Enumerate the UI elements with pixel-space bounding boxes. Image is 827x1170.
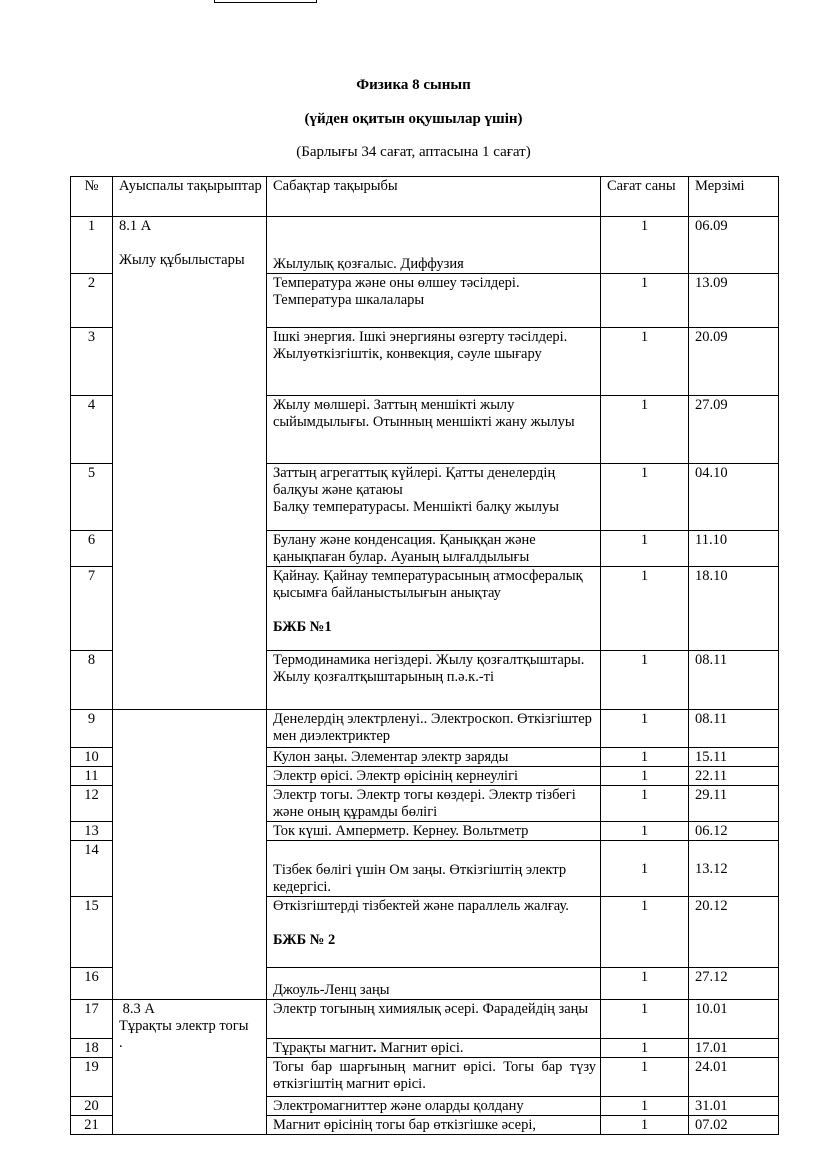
row-hours: 1 bbox=[601, 1058, 689, 1097]
row-topic bbox=[267, 567, 601, 651]
row-hours: 1 bbox=[601, 328, 689, 396]
row-topic: Термодинамика негіздері. Жылу қозғалтқыштары. Жылу қозғалтқыштарының п.ә.к.-ті bbox=[267, 651, 601, 710]
row-topic: Булану және конденсация. Қаныққан және қанықпаған булар. Ауаның ылғалдылығы bbox=[267, 531, 601, 567]
row-date: 08.11 bbox=[689, 651, 779, 710]
row-number: 6 bbox=[71, 531, 113, 567]
header-date: Мерзімі bbox=[689, 177, 779, 217]
row-topic: Электр тогының химиялық әсері. Фарадейдің заңы bbox=[267, 1000, 601, 1039]
row-topic: Электр тогы. Электр тогы көздері. Электр тізбегі және оның құрамды бөлігі bbox=[267, 786, 601, 822]
row-topic: Электр өрісі. Электр өрісінің кернеулігі bbox=[267, 767, 601, 786]
row-date: 04.10 bbox=[689, 464, 779, 531]
row-topic: Температура және оны өлшеу тәсілдері. Температура шкалалары bbox=[267, 274, 601, 328]
row-topic-part: Заттың агрегаттық күйлері. Қатты денелердің балқуы және қатаюы bbox=[273, 465, 556, 498]
row-date: 11.10 bbox=[689, 531, 779, 567]
row-hours: 1 bbox=[601, 767, 689, 786]
row-hours: 1 bbox=[601, 651, 689, 710]
row-topic-part: Тұрақты магнит bbox=[273, 1040, 373, 1056]
lesson-plan-table bbox=[70, 176, 779, 1135]
row-hours: 1 bbox=[601, 822, 689, 841]
header-topic: Сабақтар тақырыбы bbox=[267, 177, 601, 217]
section-label-text: 8.3 А bbox=[122, 1001, 155, 1017]
row-hours: 1 bbox=[601, 897, 689, 968]
row-number: 3 bbox=[71, 328, 113, 396]
row-hours: 1 bbox=[601, 531, 689, 567]
row-topic: Ток күші. Амперметр. Кернеу. Вольтметр bbox=[267, 822, 601, 841]
row-number: 13 bbox=[71, 822, 113, 841]
row-hours: 1 bbox=[601, 1039, 689, 1058]
row-topic bbox=[267, 1039, 601, 1058]
row-hours: 1 bbox=[601, 217, 689, 274]
row-date: 06.12 bbox=[689, 822, 779, 841]
header-section: Ауыспалы тақырыптар bbox=[113, 177, 267, 217]
row-date: 24.01 bbox=[689, 1058, 779, 1097]
row-date: 27.09 bbox=[689, 396, 779, 464]
table-row bbox=[71, 217, 779, 274]
row-date: 31.01 bbox=[689, 1097, 779, 1116]
row-hours: 1 bbox=[601, 274, 689, 328]
assessment-label: БЖБ №1 bbox=[273, 619, 332, 635]
row-date: 27.12 bbox=[689, 968, 779, 1000]
row-number: 12 bbox=[71, 786, 113, 822]
row-hours: 1 bbox=[601, 968, 689, 1000]
row-date: 13.12 bbox=[689, 841, 779, 897]
row-hours: 1 bbox=[601, 567, 689, 651]
row-date: 15.11 bbox=[689, 748, 779, 767]
row-topic-part: Магнит өрісі. bbox=[376, 1040, 464, 1056]
row-number: 20 bbox=[71, 1097, 113, 1116]
row-topic bbox=[267, 464, 601, 531]
row-number: 9 bbox=[71, 710, 113, 748]
section-note: . bbox=[119, 1035, 123, 1051]
row-date: 29.11 bbox=[689, 786, 779, 822]
section-label: 8.1 А bbox=[119, 218, 152, 234]
row-date: 08.11 bbox=[689, 710, 779, 748]
row-hours: 1 bbox=[601, 710, 689, 748]
table-row bbox=[71, 1000, 779, 1039]
row-number: 11 bbox=[71, 767, 113, 786]
row-topic: Электромагниттер және оларды қолдану bbox=[267, 1097, 601, 1116]
row-number: 5 bbox=[71, 464, 113, 531]
row-number: 1 bbox=[71, 217, 113, 274]
row-date: 17.01 bbox=[689, 1039, 779, 1058]
row-hours: 1 bbox=[601, 1097, 689, 1116]
row-topic: Ішкі энергия. Ішкі энергияны өзгерту тәсілдері. Жылуөткізгіштік, конвекция, сәуле шығару bbox=[267, 328, 601, 396]
assessment-label: БЖБ № 2 bbox=[273, 932, 336, 948]
row-date: 20.09 bbox=[689, 328, 779, 396]
row-topic: Тогы бар шарғының магнит өрісі. Тогы бар түзу өткізгіштің магнит өрісі. bbox=[267, 1058, 601, 1097]
row-topic: Жылулық қозғалыс. Диффузия bbox=[267, 217, 601, 274]
table-header-row bbox=[71, 177, 779, 217]
hours-note: (Барлығы 34 сағат, аптасына 1 сағат) bbox=[296, 144, 531, 160]
section-cell bbox=[113, 217, 267, 710]
section-label bbox=[119, 1001, 262, 1018]
row-hours: 1 bbox=[601, 396, 689, 464]
row-topic: Джоуль-Ленц заңы bbox=[267, 968, 601, 1000]
row-hours: 1 bbox=[601, 786, 689, 822]
row-number: 4 bbox=[71, 396, 113, 464]
section-title: Тұрақты электр тогы bbox=[119, 1018, 249, 1034]
row-number: 10 bbox=[71, 748, 113, 767]
row-date: 18.10 bbox=[689, 567, 779, 651]
header-hours: Сағат саны bbox=[601, 177, 689, 217]
row-date: 20.12 bbox=[689, 897, 779, 968]
row-number: 17 bbox=[71, 1000, 113, 1039]
row-hours: 1 bbox=[601, 748, 689, 767]
header-box bbox=[214, 0, 317, 3]
row-topic: Жылу мөлшері. Заттың меншікті жылу сыйымдылығы. Отынның меншікті жану жылуы bbox=[267, 396, 601, 464]
row-number: 19 bbox=[71, 1058, 113, 1097]
document-title: Физика 8 сынып bbox=[356, 77, 471, 93]
row-topic-part: Балқу температурасы. Меншікті балқу жылуы bbox=[273, 499, 560, 515]
row-number: 18 bbox=[71, 1039, 113, 1058]
row-number: 16 bbox=[71, 968, 113, 1000]
row-topic: Магнит өрісінің тогы бар өткізгішке әсері, bbox=[267, 1116, 601, 1135]
row-date: 07.02 bbox=[689, 1116, 779, 1135]
row-topic: Тізбек бөлігі үшін Ом заңы. Өткізгіштің электр кедергісі. bbox=[267, 841, 601, 897]
row-topic-part: Өткізгіштерді тізбектей және параллель жалғау. bbox=[273, 898, 569, 914]
row-topic-bold: . bbox=[372, 1040, 377, 1056]
section-cell bbox=[113, 710, 267, 1000]
section-cell bbox=[113, 1000, 267, 1135]
document-subtitle: (үйден оқитын оқушылар үшін) bbox=[304, 111, 523, 127]
row-date: 06.09 bbox=[689, 217, 779, 274]
row-date: 13.09 bbox=[689, 274, 779, 328]
row-hours: 1 bbox=[601, 1000, 689, 1039]
row-topic: Кулон заңы. Элементар электр заряды bbox=[267, 748, 601, 767]
row-hours: 1 bbox=[601, 464, 689, 531]
row-number: 21 bbox=[71, 1116, 113, 1135]
row-hours: 1 bbox=[601, 1116, 689, 1135]
row-number: 14 bbox=[71, 841, 113, 897]
row-topic bbox=[267, 897, 601, 968]
row-date: 22.11 bbox=[689, 767, 779, 786]
row-topic-part: Қайнау. Қайнау температурасының атмосфералық қысымға байланыстылығын анықтау bbox=[273, 568, 583, 601]
row-number: 2 bbox=[71, 274, 113, 328]
row-number: 7 bbox=[71, 567, 113, 651]
row-topic: Денелердің электрленуі.. Электроскоп. Өткізгіштер мен диэлектриктер bbox=[267, 710, 601, 748]
row-hours: 1 bbox=[601, 841, 689, 897]
row-number: 8 bbox=[71, 651, 113, 710]
row-number: 15 bbox=[71, 897, 113, 968]
section-title: Жылу құбылыстары bbox=[119, 252, 245, 268]
table-row bbox=[71, 710, 779, 748]
row-date: 10.01 bbox=[689, 1000, 779, 1039]
header-number: № bbox=[71, 177, 113, 217]
